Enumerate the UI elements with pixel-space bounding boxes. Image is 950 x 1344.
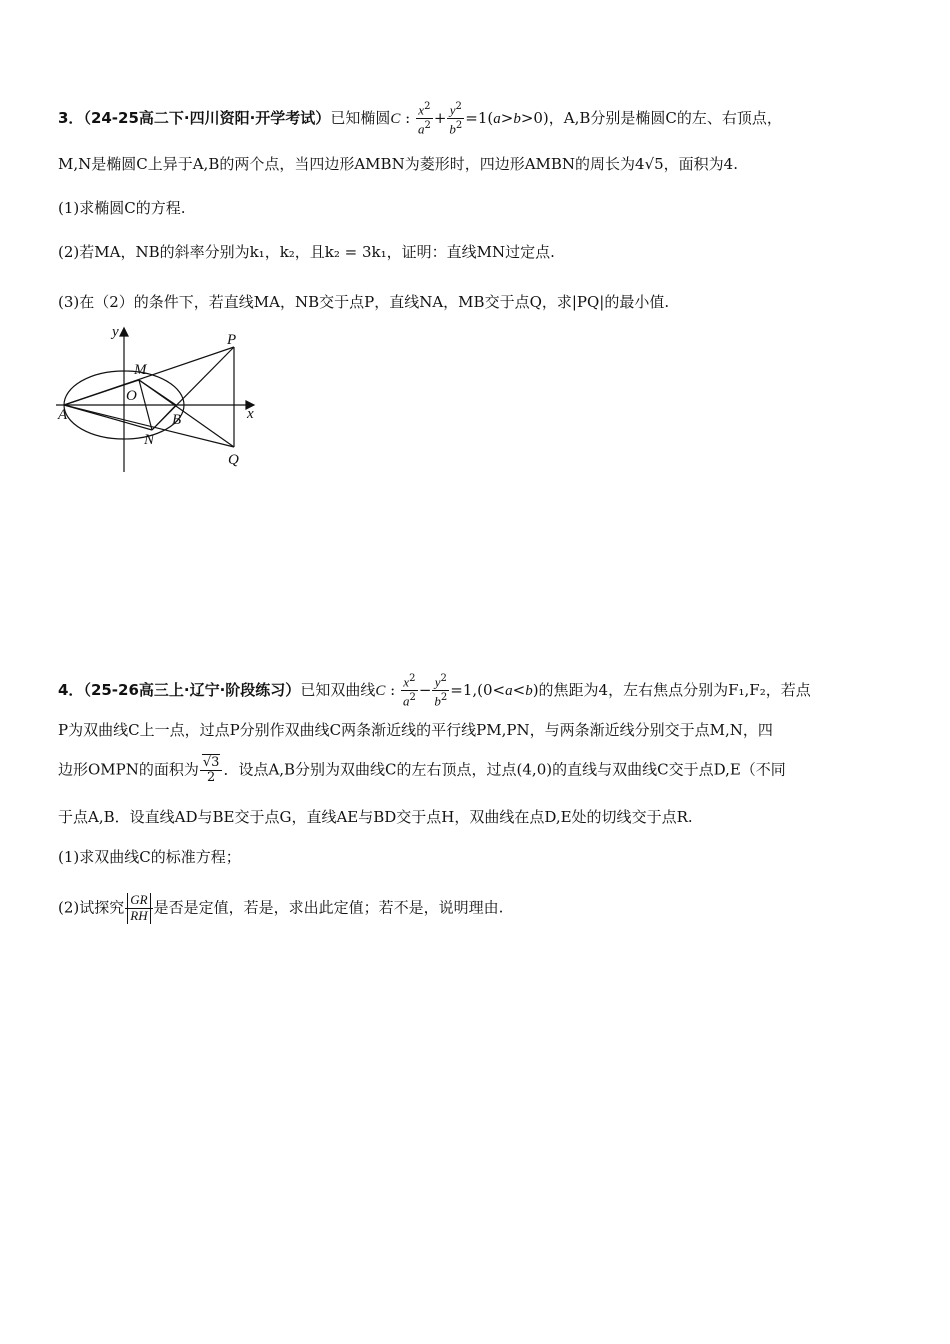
label-B: B (172, 412, 182, 428)
problem3-line1-tail: ，A,B分别是椭圆C的左、右顶点， (548, 108, 782, 127)
problem3-intro: 已知椭圆 (330, 108, 391, 127)
label-Q: Q (228, 452, 239, 468)
hyperbola-x-term: $\frac{x^2}{a^2}$ (402, 673, 416, 709)
problem3-part3: (3)在（2）的条件下，若直线MA，NB交于点P，直线NA，MB交于点Q，求|PQ|的最小值. (58, 293, 670, 311)
hyperbola-y-term: $\frac{y^2}{b^2}$ (434, 673, 448, 709)
problem4-line3-head: 边形OMPN的面积为 (58, 760, 199, 779)
problem4-source: （25-26高三上·辽宁·阶段练习） (83, 680, 301, 699)
problem4-line2: P为双曲线C上一点，过点P分别作双曲线C两条渐近线的平行线PM,PN，与两条渐近线分别交于点M,N，四 (58, 721, 773, 739)
problem3-number: 3． (58, 108, 84, 127)
ratio-fraction: $\frac{GR}{RH}$ (125, 893, 152, 924)
problem3-part2: (2)若MA，NB的斜率分别为k₁，k₂，且k₂ = 3k₁，证明：直线MN过定点. (58, 243, 555, 261)
problem3-line2: M,N是椭圆C上异于A,B的两个点，当四边形AMBN为菱形时，四边形AMBN的周长为4√5，面积为4. (58, 155, 738, 173)
problem4-line3 (58, 756, 786, 785)
ellipse-x-term: $\frac{x^2}{a^2}$ (417, 101, 431, 137)
label-M: M (134, 362, 147, 378)
y-axis-arrow (120, 328, 128, 336)
problem4-line1-tail: 的焦距为4，左右焦点分别为F₁,F₂，若点 (538, 680, 811, 699)
label-O: O (126, 388, 137, 404)
problem4-part1: (1)求双曲线C的标准方程； (58, 848, 241, 866)
problem3-part1: (1)求椭圆C的方程. (58, 199, 186, 217)
problem3-source: （24-25高二下·四川资阳·开学考试） (83, 108, 331, 127)
label-y: y (112, 324, 119, 340)
area-fraction: $\frac{√3}{2}$ (200, 756, 223, 785)
ellipse-figure (54, 320, 274, 480)
problem3-line1: 3．（24-25高二下·四川资阳·开学考试）已知椭圆C : $\frac{x^2}{a^2}$ + $\frac{y^2}{b^2}$ =1(a>b>0)，A,B分别是椭圆C的左、右顶点， (58, 101, 782, 137)
problem4-part2-head: (2)试探究 (58, 898, 125, 917)
problem4-part2 (58, 893, 503, 924)
label-N: N (144, 432, 155, 448)
label-P: P (227, 332, 237, 348)
problem4-number: 4． (58, 680, 84, 699)
line-AP (64, 347, 234, 405)
problem4-part2-tail: 是否是定值，若是，求出此定值；若不是，说明理由. (153, 898, 504, 917)
ellipse-y-term: $\frac{y^2}{b^2}$ (449, 101, 463, 137)
label-x: x (247, 406, 254, 422)
problem4-line4: 于点A,B．设直线AD与BE交于点G，直线AE与BD交于点H，双曲线在点D,E处的切线交于点R. (58, 808, 693, 826)
problem4-intro: 已知双曲线 (300, 680, 376, 699)
problem4-line1: 4．（25-26高三上·辽宁·阶段练习）已知双曲线C : $\frac{x^2}{a^2}$ − $\frac{y^2}{b^2}$ =1,(0<a<b)的焦距为4，左右焦点分别为F₁,F₂，若点 (58, 673, 811, 709)
label-A: A (58, 407, 68, 423)
problem4-line3-tail: ．设点A,B分别为双曲线C的左右顶点，过点(4,0)的直线与双曲线C交于点D,E（不同 (223, 760, 786, 779)
